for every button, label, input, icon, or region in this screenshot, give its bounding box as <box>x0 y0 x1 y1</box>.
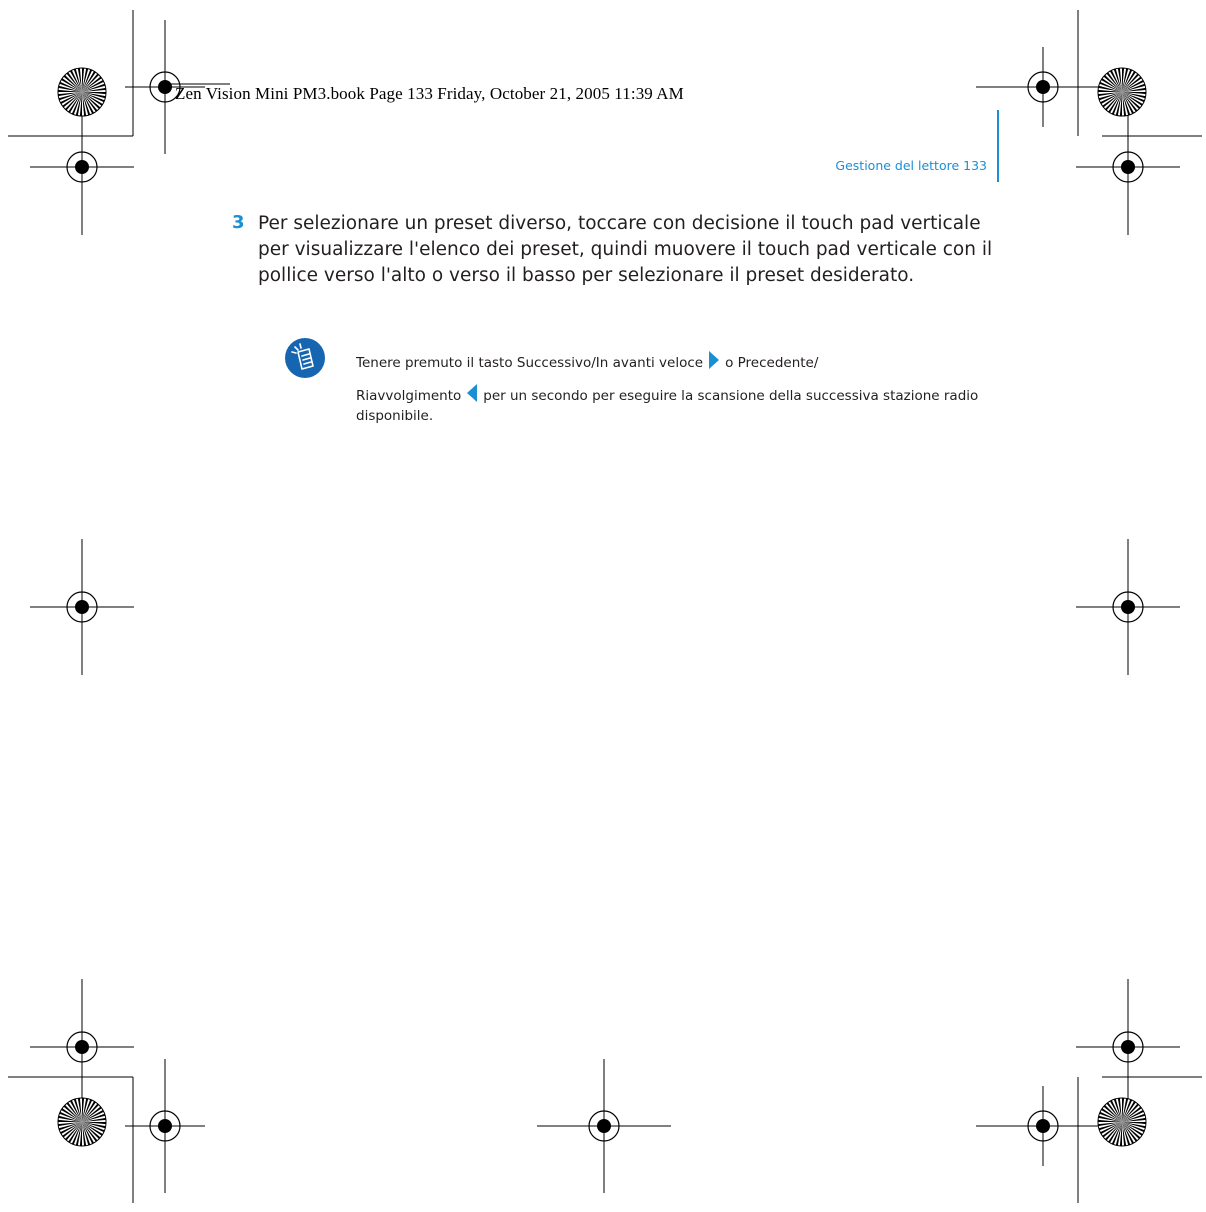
note-part-4: per un secondo per eseguire la scansione della successiva stazione radio disponibile. <box>356 388 979 424</box>
registration-mark <box>30 99 134 235</box>
registration-mark <box>125 1059 205 1193</box>
registration-mark <box>976 1086 1110 1166</box>
note-pencil-icon <box>284 337 326 379</box>
previous-triangle-icon <box>466 383 478 403</box>
star-target <box>58 1098 106 1146</box>
registration-mark <box>1076 539 1180 675</box>
registration-mark <box>30 539 134 675</box>
registration-mark <box>1076 979 1180 1115</box>
step-text: Per selezionare un preset diverso, toccare con decisione il touch pad verticale per visualizzare l'elenco dei preset, quindi muovere il touch pad verticale con il pollice verso l'alto o verso il basso per selezionare il preset desiderato. <box>258 213 993 286</box>
note-part-2: o Precedente/ <box>725 355 819 371</box>
star-target <box>1098 68 1146 116</box>
registration-mark <box>1076 99 1180 235</box>
note-part-1: Tenere premuto il tasto Successivo/In avanti veloce <box>356 355 704 371</box>
running-head: Gestione del lettore 133 <box>835 158 987 173</box>
step-number: 3 <box>232 212 245 233</box>
registration-mark <box>30 979 134 1115</box>
note-line-1 <box>356 350 996 373</box>
registration-mark <box>537 1059 671 1193</box>
next-triangle-icon <box>708 350 720 370</box>
running-head-rule <box>997 110 999 182</box>
note-text <box>356 350 996 426</box>
note-line-2 <box>356 383 996 426</box>
star-target <box>58 68 106 116</box>
star-target <box>1098 1098 1146 1146</box>
slug-line: Zen Vision Mini PM3.book Page 133 Friday, October 21, 2005 11:39 AM <box>175 84 684 103</box>
note-part-3: Riavvolgimento <box>356 388 462 404</box>
